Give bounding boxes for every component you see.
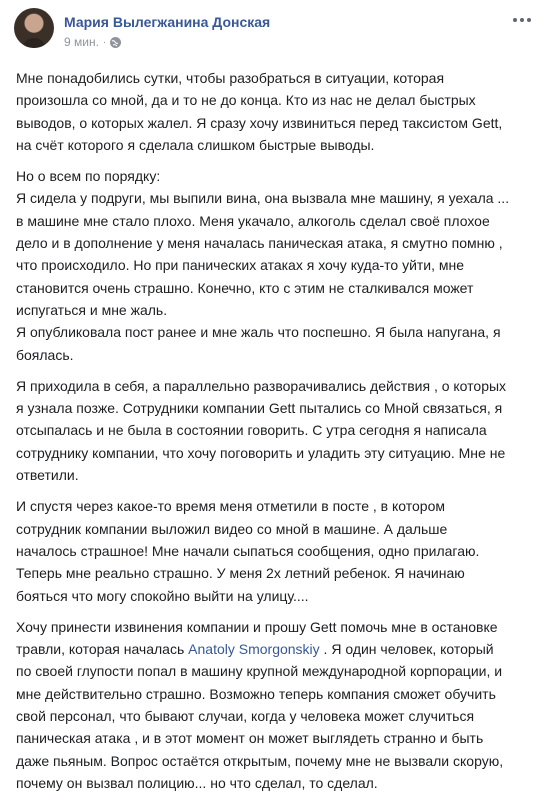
text-line: отсыпалась и не была в состоянии говорить. С утра сегодня я написала <box>16 422 487 439</box>
text-line: мне действительно страшно. Возможно теперь компания сможет обучить <box>16 685 496 702</box>
post-paragraph <box>16 616 536 794</box>
post-header <box>14 8 534 56</box>
post-meta <box>64 35 121 49</box>
meta-separator: · <box>102 36 107 48</box>
text-line: Я опубликовала пост ранее и мне жаль что поспешно. Я была напугана, я <box>16 324 501 341</box>
post-text <box>16 67 536 803</box>
post-paragraph <box>16 67 536 156</box>
text-line: травли, которая началась Anatoly Smorgonskiy . Я один человек, который <box>16 641 494 658</box>
text-line: боялась. <box>16 346 74 363</box>
user-mention-link[interactable]: Anatoly Smorgonskiy <box>188 641 320 658</box>
text-line: Мне понадобились сутки, чтобы разобраться в ситуации, которая <box>16 70 445 86</box>
text-line: что происходило. Но при панических атаках я хочу куда-то уйти, мне <box>16 257 465 274</box>
post-paragraph <box>16 375 536 486</box>
text-line: бояться что могу спокойно выйти на улицу.... <box>16 587 309 604</box>
post-paragraph <box>16 495 536 606</box>
author-name[interactable]: Мария Вылегжанина Донская <box>64 14 271 30</box>
text-line: Я приходила в себя, а параллельно разворачивались действия , о которых <box>16 377 507 394</box>
text-line: ответили. <box>16 467 79 484</box>
text-line: я узнала позже. Сотрудники компании Gett пытались со Мной связаться, я <box>16 400 503 417</box>
text-line: паническая атака , и в этот момент он может выглядеть странно и быть <box>16 730 484 747</box>
text-line: почему он вызвал полицию... но что сделал, то сделал. <box>16 774 378 791</box>
text-line: произошла со мной, да и то не до конца. Кто из нас не делал быстрых <box>16 92 476 109</box>
text-line: Я сидела у подруги, мы выпили вина, она вызвала мне машину, я уехала ... <box>16 190 510 207</box>
text-line: становится очень страшно. Конечно, кто с этим не сталкивался может <box>16 279 474 296</box>
text-line: Но о всем по порядку: <box>16 168 161 185</box>
text-line: даже пьяным. Вопрос остаётся открытым, почему мне не вызвали скорую, <box>16 752 504 769</box>
text-line: на счёт которого я сделала слишком быстрые выводы. <box>16 136 375 153</box>
text-line: свой персонал, что бывают случаи, когда у человека может случиться <box>16 708 475 725</box>
text-line: Теперь мне реально страшно. У меня 2х летний ребенок. Я начинаю <box>16 565 465 582</box>
post-paragraph <box>16 165 536 366</box>
more-options-icon[interactable] <box>510 12 534 28</box>
author-avatar[interactable] <box>14 8 54 48</box>
text-line: Хочу принести извинения компании и прошу Gett помочь мне в остановке <box>16 618 498 635</box>
post-timestamp[interactable]: 9 мин. <box>64 35 99 49</box>
text-line: сотруднику компании, что хочу поговорить и уладить эту ситуацию. Мне не <box>16 444 506 461</box>
globe-icon[interactable] <box>110 37 121 48</box>
text-line: сотрудник компании выложил видео со мной в машине. А дальше <box>16 520 448 537</box>
text-line: И спустя через какое-то время меня отметили в посте , в котором <box>16 498 445 515</box>
text-line: выводов, о которых жалел. Я сразу хочу извиниться перед таксистом Gett, <box>16 114 503 131</box>
text-line: началось страшное! Мне начали сыпаться сообщения, одно прилагаю. <box>16 542 480 559</box>
text-line: в машине мне стало плохо. Меня укачало, алкоголь сделал своё плохое <box>16 212 490 229</box>
text-line: дело и в дополнение у меня началась паническая атака, я смутно помню , <box>16 235 503 252</box>
text-line: испугаться и мне жаль. <box>16 301 168 318</box>
text-line: по своей глупости попал в машину крупной международной корпорации, и <box>16 663 503 680</box>
